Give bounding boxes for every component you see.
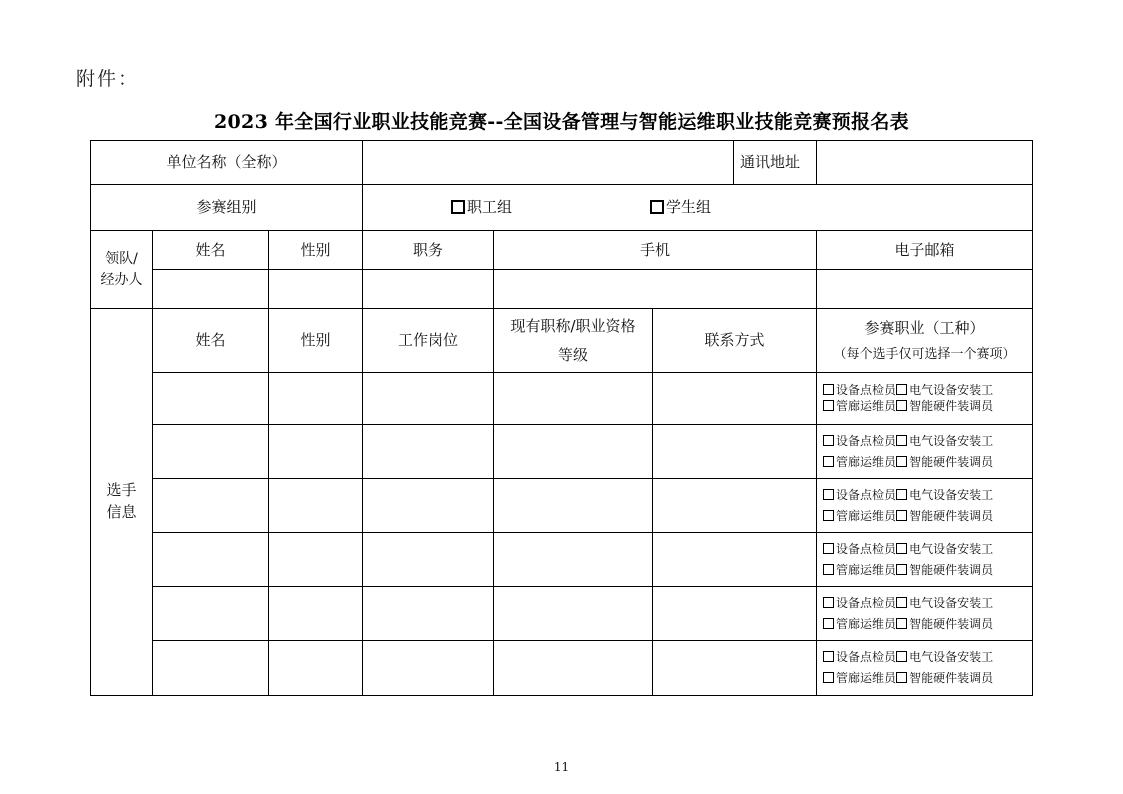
group-option-staff[interactable]	[451, 197, 512, 217]
occupation-options	[817, 479, 1033, 533]
checkbox-icon[interactable]	[451, 200, 465, 214]
leader-phone-header: 手机	[494, 231, 817, 270]
occupation-option: 电气设备安装工	[909, 433, 994, 448]
leader-section-label: 领队/ 经办人	[91, 231, 153, 309]
leader-email-header: 电子邮箱	[817, 231, 1033, 270]
player-title-field[interactable]	[494, 533, 653, 587]
player-job-field[interactable]	[363, 373, 494, 425]
player-name-field[interactable]	[153, 479, 269, 533]
occupation-option: 智能硬件装调员	[909, 616, 994, 631]
checkbox-icon[interactable]	[823, 564, 834, 575]
occupation-option: 设备点检员	[836, 487, 897, 502]
group-row	[91, 185, 1033, 231]
occupation-options	[817, 425, 1033, 479]
player-name-field[interactable]	[153, 533, 269, 587]
player-contact-field[interactable]	[653, 425, 817, 479]
checkbox-icon[interactable]	[823, 543, 834, 554]
occupation-option: 设备点检员	[836, 541, 897, 556]
player-occupation-header: 参赛职业（工种） （每个选手仅可选择一个赛项）	[817, 309, 1033, 373]
checkbox-icon[interactable]	[896, 456, 907, 467]
registration-table	[90, 140, 1033, 696]
leader-entry-row	[91, 270, 1033, 309]
occupation-option: 管廊运维员	[836, 562, 897, 577]
checkbox-icon[interactable]	[896, 400, 907, 411]
player-gender-field[interactable]	[269, 587, 363, 641]
player-row	[91, 533, 1033, 587]
unit-name-field[interactable]	[363, 141, 734, 185]
leader-position-field[interactable]	[363, 270, 494, 309]
player-name-field[interactable]	[153, 373, 269, 425]
player-contact-header: 联系方式	[653, 309, 817, 373]
checkbox-icon[interactable]	[896, 597, 907, 608]
checkbox-icon[interactable]	[823, 597, 834, 608]
occupation-option: 智能硬件装调员	[909, 454, 994, 469]
page-number: 11	[553, 760, 570, 774]
checkbox-icon[interactable]	[823, 489, 834, 500]
player-title-field[interactable]	[494, 587, 653, 641]
checkbox-icon[interactable]	[896, 618, 907, 629]
group-options-cell	[363, 185, 1033, 231]
occupation-option: 管廊运维员	[836, 399, 897, 413]
player-job-field[interactable]	[363, 587, 494, 641]
checkbox-icon[interactable]	[896, 543, 907, 554]
occupation-option: 电气设备安装工	[909, 595, 994, 610]
group-option-label: 职工组	[467, 198, 513, 217]
player-title-header: 现有职称/职业资格 等级	[494, 309, 653, 373]
player-gender-field[interactable]	[269, 479, 363, 533]
player-name-field[interactable]	[153, 641, 269, 696]
player-contact-field[interactable]	[653, 533, 817, 587]
player-row	[91, 479, 1033, 533]
occupation-option: 电气设备安装工	[909, 383, 994, 397]
occupation-option: 电气设备安装工	[909, 541, 994, 556]
leader-phone-field[interactable]	[494, 270, 817, 309]
occupation-option: 设备点检员	[836, 650, 897, 664]
checkbox-icon[interactable]	[823, 651, 834, 662]
player-header-row	[91, 309, 1033, 373]
player-row	[91, 425, 1033, 479]
occupation-option: 设备点检员	[836, 433, 897, 448]
occupation-option: 智能硬件装调员	[909, 671, 994, 685]
occupation-option: 电气设备安装工	[909, 487, 994, 502]
form-title: 2023 年全国行业职业技能竞赛--全国设备管理与智能运维职业技能竞赛预报名表	[214, 111, 909, 133]
player-job-header: 工作岗位	[363, 309, 494, 373]
player-contact-field[interactable]	[653, 587, 817, 641]
player-name-header: 姓名	[153, 309, 269, 373]
checkbox-icon[interactable]	[896, 564, 907, 575]
leader-gender-field[interactable]	[269, 270, 363, 309]
leader-name-field[interactable]	[153, 270, 269, 309]
checkbox-icon[interactable]	[896, 489, 907, 500]
leader-header-row	[91, 231, 1033, 270]
player-name-field[interactable]	[153, 425, 269, 479]
occupation-option: 电气设备安装工	[909, 650, 994, 664]
player-title-field[interactable]	[494, 425, 653, 479]
checkbox-icon[interactable]	[823, 618, 834, 629]
unit-name-label: 单位名称（全称）	[91, 141, 363, 185]
occupation-option: 智能硬件装调员	[909, 399, 994, 413]
leader-name-header: 姓名	[153, 231, 269, 270]
occupation-option: 管廊运维员	[836, 671, 897, 685]
group-option-student[interactable]	[650, 197, 711, 217]
checkbox-icon[interactable]	[823, 456, 834, 467]
player-job-field[interactable]	[363, 479, 494, 533]
player-contact-field[interactable]	[653, 373, 817, 425]
leader-gender-header: 性别	[269, 231, 363, 270]
checkbox-icon[interactable]	[823, 400, 834, 411]
player-name-field[interactable]	[153, 587, 269, 641]
player-job-field[interactable]	[363, 533, 494, 587]
player-gender-header: 性别	[269, 309, 363, 373]
leader-email-field[interactable]	[817, 270, 1033, 309]
player-title-field[interactable]	[494, 641, 653, 696]
player-row	[91, 587, 1033, 641]
occupation-options	[817, 641, 1033, 696]
player-gender-field[interactable]	[269, 373, 363, 425]
occupation-option: 管廊运维员	[836, 508, 897, 523]
checkbox-icon[interactable]	[896, 384, 907, 395]
player-gender-field[interactable]	[269, 533, 363, 587]
occupation-options	[817, 373, 1033, 425]
address-label: 通讯地址	[734, 141, 817, 185]
occupation-option: 智能硬件装调员	[909, 508, 994, 523]
occupation-option: 管廊运维员	[836, 616, 897, 631]
player-row	[91, 641, 1033, 696]
occupation-option: 设备点检员	[836, 383, 897, 397]
occupation-option: 设备点检员	[836, 595, 897, 610]
checkbox-icon[interactable]	[823, 672, 834, 683]
address-field[interactable]	[817, 141, 1033, 185]
checkbox-icon[interactable]	[896, 435, 907, 446]
player-title-field[interactable]	[494, 373, 653, 425]
player-job-field[interactable]	[363, 425, 494, 479]
group-label: 参赛组别	[91, 185, 363, 231]
player-title-field[interactable]	[494, 479, 653, 533]
occupation-option: 智能硬件装调员	[909, 562, 994, 577]
leader-position-header: 职务	[363, 231, 494, 270]
checkbox-icon[interactable]	[823, 510, 834, 521]
occupation-options	[817, 533, 1033, 587]
checkbox-icon[interactable]	[650, 200, 664, 214]
group-option-label: 学生组	[666, 198, 712, 217]
checkbox-icon[interactable]	[896, 672, 907, 683]
player-row	[91, 373, 1033, 425]
attachment-label: 附件：	[76, 68, 140, 90]
checkbox-icon[interactable]	[896, 651, 907, 662]
player-section-label: 选手 信息	[91, 309, 153, 696]
player-gender-field[interactable]	[269, 425, 363, 479]
occupation-option: 管廊运维员	[836, 454, 897, 469]
checkbox-icon[interactable]	[896, 510, 907, 521]
occupation-options	[817, 587, 1033, 641]
player-contact-field[interactable]	[653, 641, 817, 696]
player-job-field[interactable]	[363, 641, 494, 696]
player-contact-field[interactable]	[653, 479, 817, 533]
checkbox-icon[interactable]	[823, 435, 834, 446]
player-gender-field[interactable]	[269, 641, 363, 696]
unit-row	[91, 141, 1033, 185]
checkbox-icon[interactable]	[823, 384, 834, 395]
